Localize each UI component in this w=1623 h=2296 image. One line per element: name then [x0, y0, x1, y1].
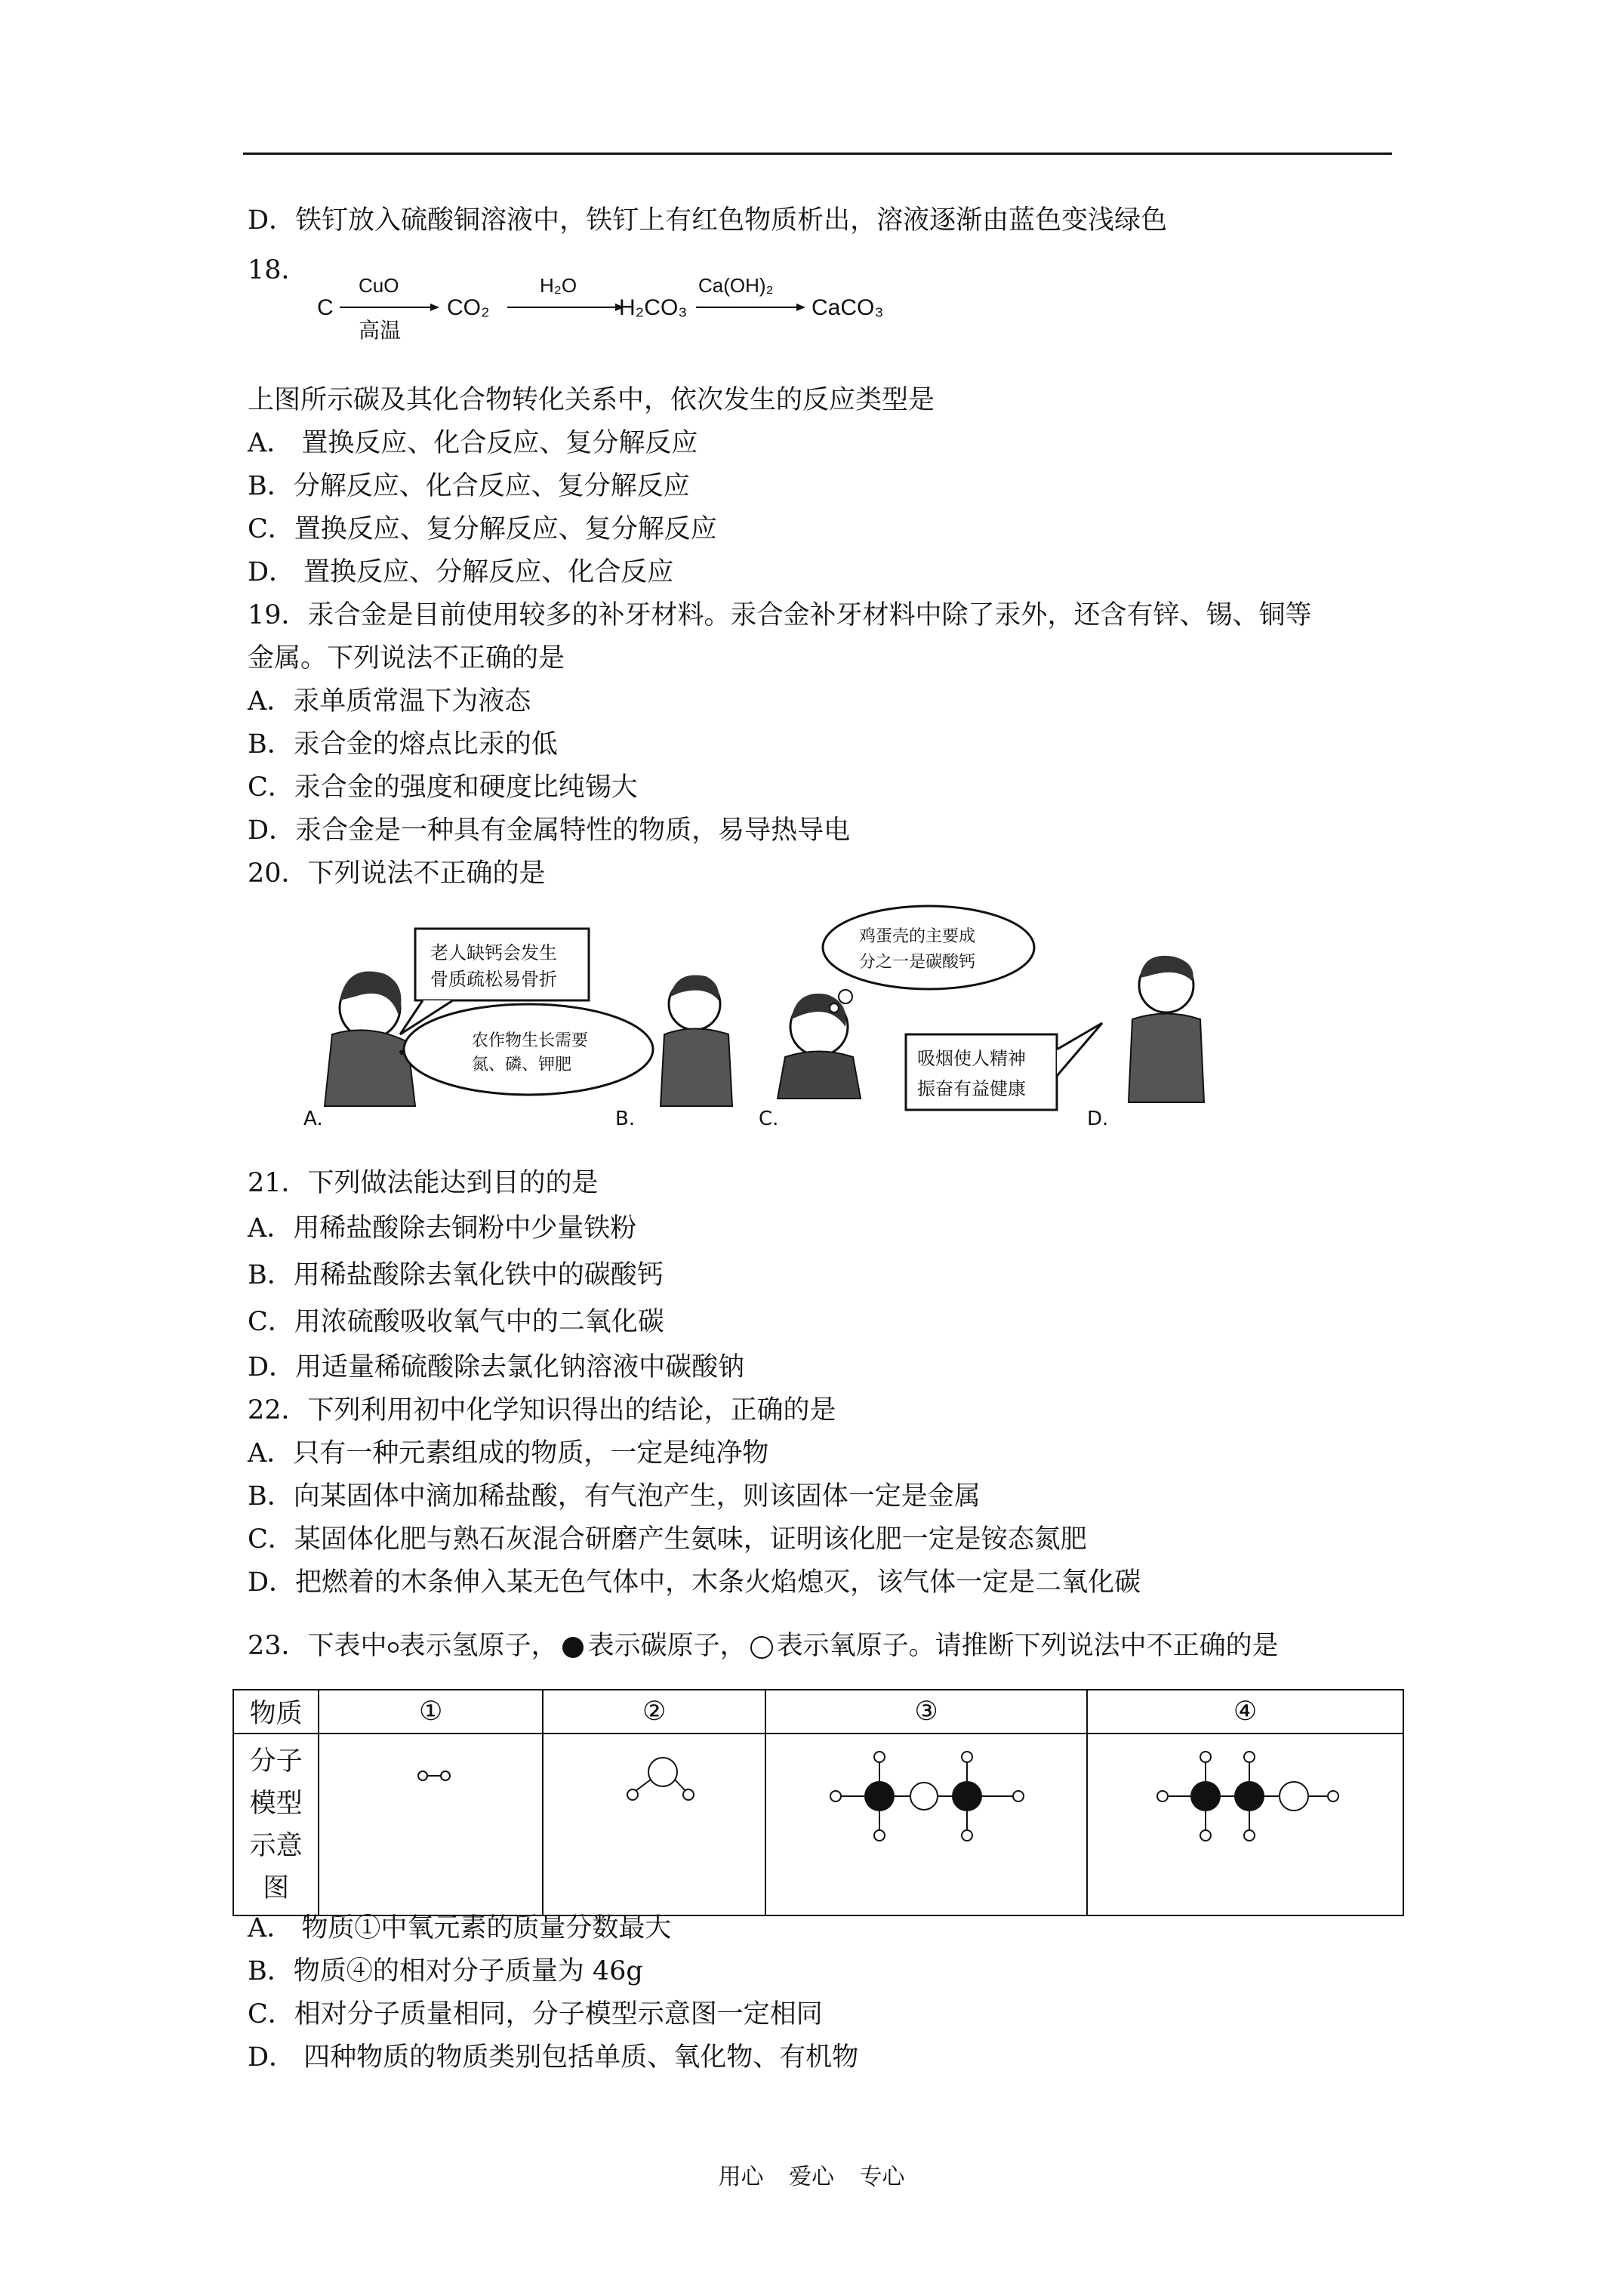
q23-option-a: A． 物质①中氧元素的质量分数最大	[248, 1913, 672, 1943]
q20-cartoon	[302, 902, 1253, 1129]
q18-stem: 上图所示碳及其化合物转化关系中，依次发生的反应类型是	[248, 385, 935, 415]
scheme-caoh2: Ca(OH)₂	[698, 274, 774, 297]
oxygen-atom-icon	[747, 1635, 777, 1660]
page-footer: 用心 爱心 专心	[718, 2164, 905, 2190]
bubble-d-line1: 吸烟使人精神	[917, 1048, 1026, 1069]
q23-option-d: D． 四种物质的物质类别包括单质、氧化物、有机物	[248, 2042, 859, 2073]
q19-option-d: D．汞合金是一种具有金属特性的物质，易导热导电	[248, 815, 851, 846]
q19-option-c: C．汞合金的强度和硬度比纯锡大	[248, 772, 638, 803]
molecule-4-cell	[1087, 1734, 1403, 1915]
q18-number: 18．	[248, 255, 308, 285]
person-d-illustration	[1129, 956, 1204, 1102]
scheme-caco3: CaCO₃	[812, 295, 884, 320]
bubble-d-line2: 振奋有益健康	[917, 1078, 1026, 1099]
q18-option-b: B．分解反应、化合反应、复分解反应	[248, 471, 690, 501]
q23-option-c: C．相对分子质量相同，分子模型示意图一定相同	[248, 1999, 823, 2029]
bubble-a-line1: 老人缺钙会发生	[430, 942, 557, 963]
q21-stem: 21．下列做法能达到目的的是	[248, 1168, 599, 1198]
q19-stem-line2: 金属。下列说法不正确的是	[248, 643, 565, 673]
bubble-a-line2: 骨质疏松易骨折	[430, 969, 557, 990]
q19-option-b: B．汞合金的熔点比汞的低	[248, 729, 558, 760]
bubble-c	[823, 906, 1034, 1012]
person-c-illustration	[778, 994, 861, 1099]
carbon-conversion-scheme	[310, 268, 913, 359]
q21-option-d: D．用适量稀硫酸除去氯化钠溶液中碳酸钠	[248, 1352, 745, 1382]
scheme-gaowen: 高温	[359, 319, 402, 342]
table-col-3: ③	[765, 1690, 1087, 1734]
q23-stem	[248, 1629, 1279, 1663]
bubble-b-line1: 农作物生长需要	[472, 1031, 589, 1050]
molecule-3-model	[768, 1734, 1085, 1908]
q23-stem-c: 表示碳原子，	[587, 1631, 747, 1661]
bubble-c-line1: 鸡蛋壳的主要成	[859, 927, 976, 946]
hydrogen-atom-icon	[387, 1641, 399, 1653]
table-header-label: 物质	[233, 1690, 319, 1734]
q21-option-c: C．用浓硫酸吸收氧气中的二氧化碳	[248, 1307, 664, 1337]
q23-option-b: B．物质④的相对分子质量为 46g	[248, 1956, 643, 1986]
carbon-atom-icon	[558, 1635, 588, 1660]
q22-option-a: A．只有一种元素组成的物质，一定是纯净物	[248, 1438, 769, 1469]
q23-stem-h: 表示氢原子，	[399, 1631, 558, 1661]
molecule-3-cell	[765, 1734, 1087, 1915]
label-d: D.	[1087, 1108, 1109, 1129]
q18-option-a: A． 置换反应、化合反应、复分解反应	[248, 428, 698, 458]
q22-stem: 22．下列利用初中化学知识得出的结论，正确的是	[248, 1395, 836, 1425]
molecule-1-model	[322, 1734, 540, 1908]
molecule-4-model	[1089, 1734, 1402, 1908]
q18-option-c: C．置换反应、复分解反应、复分解反应	[248, 514, 717, 544]
scheme-c: C	[317, 295, 334, 320]
q19-stem-line1: 19．汞合金是目前使用较多的补牙材料。汞合金补牙材料中除了汞外，还含有锌、锡、铜等	[248, 600, 1312, 630]
label-a: A.	[303, 1108, 323, 1129]
scheme-h2co3: H₂CO₃	[619, 295, 688, 320]
bubble-b-line2: 氮、磷、钾肥	[472, 1056, 572, 1074]
scheme-co2: CO₂	[447, 295, 490, 320]
q21-option-a: A．用稀盐酸除去铜粉中少量铁粉	[248, 1213, 637, 1244]
bubble-b	[404, 1004, 653, 1095]
q23-stem-o: 表示氧原子。请推断下列说法中不正确的是	[776, 1631, 1279, 1661]
q22-option-c: C．某固体化肥与熟石灰混合研磨产生氨味，证明该化肥一定是铵态氮肥	[248, 1524, 1087, 1555]
molecule-1-cell	[319, 1734, 543, 1915]
bubble-c-line2: 分之一是碳酸钙	[859, 953, 976, 972]
bubble-d	[906, 1023, 1102, 1110]
q17-option-d: D．铁钉放入硫酸铜溶液中，铁钉上有红色物质析出，溶液逐渐由蓝色变浅绿色	[248, 205, 1168, 236]
molecule-2-cell	[543, 1734, 765, 1915]
header-rule	[243, 153, 1392, 155]
q22-option-d: D．把燃着的木条伸入某无色气体中，木条火焰熄灭，该气体一定是二氧化碳	[248, 1567, 1141, 1598]
scheme-h2o: H₂O	[540, 274, 577, 297]
table-col-2: ②	[543, 1690, 765, 1734]
molecule-2-model	[545, 1734, 764, 1908]
table-row-label: 分子 模型 示意 图	[233, 1734, 319, 1915]
q18-option-d: D． 置换反应、分解反应、化合反应	[248, 557, 674, 587]
q19-option-a: A．汞单质常温下为液态	[248, 686, 531, 717]
molecule-table	[233, 1689, 1404, 1916]
q20-stem: 20．下列说法不正确的是	[248, 858, 546, 889]
q22-option-b: B．向某固体中滴加稀盐酸，有气泡产生，则该固体一定是金属	[248, 1481, 981, 1512]
scheme-cuo: CuO	[359, 274, 399, 297]
person-b-illustration	[661, 975, 732, 1106]
table-col-1: ①	[319, 1690, 543, 1734]
table-col-4: ④	[1087, 1690, 1403, 1734]
label-c: C.	[759, 1108, 779, 1129]
q21-option-b: B．用稀盐酸除去氧化铁中的碳酸钙	[248, 1260, 664, 1290]
q23-stem-prefix: 23．下表中	[248, 1631, 387, 1661]
label-b: B.	[615, 1108, 636, 1129]
